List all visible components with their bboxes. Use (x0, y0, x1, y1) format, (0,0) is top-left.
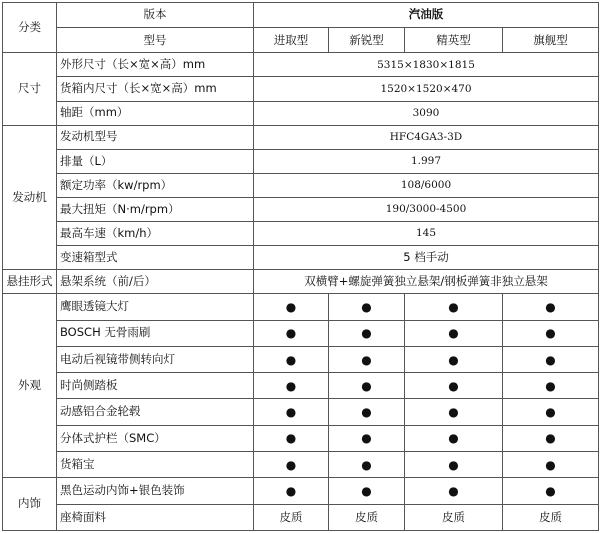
feature-label: 座椅面料 (57, 504, 254, 530)
table-row (3, 222, 599, 246)
header-row-version (3, 3, 599, 28)
table-row (3, 125, 599, 149)
table-row (3, 320, 599, 346)
spec-label: 外形尺寸（长×宽×高）mm (57, 53, 254, 77)
trim-header: 新锐型 (329, 28, 405, 53)
spec-label: 排量（L） (57, 149, 254, 173)
table-row (3, 101, 599, 125)
table-row (3, 53, 599, 77)
table-row (3, 478, 599, 504)
seat-material: 皮质 (329, 504, 405, 530)
standard-dot: ● (329, 294, 405, 320)
standard-dot: ● (329, 346, 405, 372)
feature-label: 电动后视镜带侧转向灯 (57, 346, 254, 372)
spec-table (2, 2, 599, 531)
standard-dot: ● (405, 320, 503, 346)
standard-dot: ● (405, 294, 503, 320)
feature-label: 货箱宝 (57, 452, 254, 478)
standard-dot: ● (503, 399, 599, 425)
category-engine: 发动机 (3, 125, 57, 270)
table-row (3, 149, 599, 173)
trim-header: 精英型 (405, 28, 503, 53)
feature-label: 鹰眼透镜大灯 (57, 294, 254, 320)
standard-dot: ● (503, 478, 599, 504)
standard-dot: ● (329, 399, 405, 425)
standard-dot: ● (503, 452, 599, 478)
spec-value: 1520×1520×470 (254, 77, 599, 101)
standard-dot: ● (405, 425, 503, 451)
category-interior: 内饰 (3, 478, 57, 531)
category-header: 分类 (3, 3, 57, 53)
standard-dot: ● (405, 452, 503, 478)
standard-dot: ● (503, 320, 599, 346)
header-row-model (3, 28, 599, 53)
spec-label: 最高车速（km/h） (57, 222, 254, 246)
table-row (3, 425, 599, 451)
standard-dot: ● (329, 452, 405, 478)
category-size: 尺寸 (3, 53, 57, 125)
standard-dot: ● (405, 399, 503, 425)
spec-label: 轴距（mm） (57, 101, 254, 125)
feature-label: 分体式护栏（SMC） (57, 425, 254, 451)
spec-value: 5315×1830×1815 (254, 53, 599, 77)
spec-value: 190/3000-4500 (254, 197, 599, 221)
standard-dot: ● (503, 373, 599, 399)
table-row (3, 77, 599, 101)
standard-dot: ● (254, 425, 329, 451)
spec-label: 最大扭矩（N·m/rpm） (57, 197, 254, 221)
standard-dot: ● (405, 346, 503, 372)
table-row (3, 173, 599, 197)
feature-label: 黑色运动内饰+银色装饰 (57, 478, 254, 504)
feature-label: 动感铝合金轮毂 (57, 399, 254, 425)
table-row (3, 246, 599, 270)
gasoline-version-title: 汽油版 (254, 3, 599, 28)
seat-material: 皮质 (405, 504, 503, 530)
standard-dot: ● (254, 399, 329, 425)
standard-dot: ● (503, 425, 599, 451)
spec-value: 145 (254, 222, 599, 246)
spec-value: 双横臂+螺旋弹簧独立悬架/钢板弹簧非独立悬架 (254, 270, 599, 294)
standard-dot: ● (254, 373, 329, 399)
standard-dot: ● (405, 373, 503, 399)
standard-dot: ● (329, 478, 405, 504)
category-exterior: 外观 (3, 294, 57, 478)
spec-value: 3090 (254, 101, 599, 125)
standard-dot: ● (503, 346, 599, 372)
spec-value: HFC4GA3-3D (254, 125, 599, 149)
seat-material: 皮质 (503, 504, 599, 530)
spec-label: 变速箱型式 (57, 246, 254, 270)
trim-header: 旗舰型 (503, 28, 599, 53)
category-suspension: 悬挂形式 (3, 270, 57, 294)
version-header: 版本 (57, 3, 254, 28)
table-row (3, 294, 599, 320)
feature-label: BOSCH 无骨雨刷 (57, 320, 254, 346)
spec-label: 货箱内尺寸（长×宽×高）mm (57, 77, 254, 101)
spec-label: 发动机型号 (57, 125, 254, 149)
table-row (3, 399, 599, 425)
table-row (3, 346, 599, 372)
standard-dot: ● (254, 452, 329, 478)
feature-label: 时尚侧踏板 (57, 373, 254, 399)
seat-material: 皮质 (254, 504, 329, 530)
spec-label: 额定功率（kw/rpm） (57, 173, 254, 197)
standard-dot: ● (329, 373, 405, 399)
standard-dot: ● (254, 294, 329, 320)
table-row (3, 452, 599, 478)
standard-dot: ● (405, 478, 503, 504)
model-header: 型号 (57, 28, 254, 53)
standard-dot: ● (329, 320, 405, 346)
spec-label: 悬架系统（前/后） (57, 270, 254, 294)
trim-header: 进取型 (254, 28, 329, 53)
table-row (3, 270, 599, 294)
standard-dot: ● (503, 294, 599, 320)
standard-dot: ● (329, 425, 405, 451)
table-row (3, 504, 599, 530)
standard-dot: ● (254, 478, 329, 504)
standard-dot: ● (254, 346, 329, 372)
spec-value: 5 档手动 (254, 246, 599, 270)
spec-value: 108/6000 (254, 173, 599, 197)
table-row (3, 373, 599, 399)
spec-value: 1.997 (254, 149, 599, 173)
standard-dot: ● (254, 320, 329, 346)
table-row (3, 197, 599, 221)
